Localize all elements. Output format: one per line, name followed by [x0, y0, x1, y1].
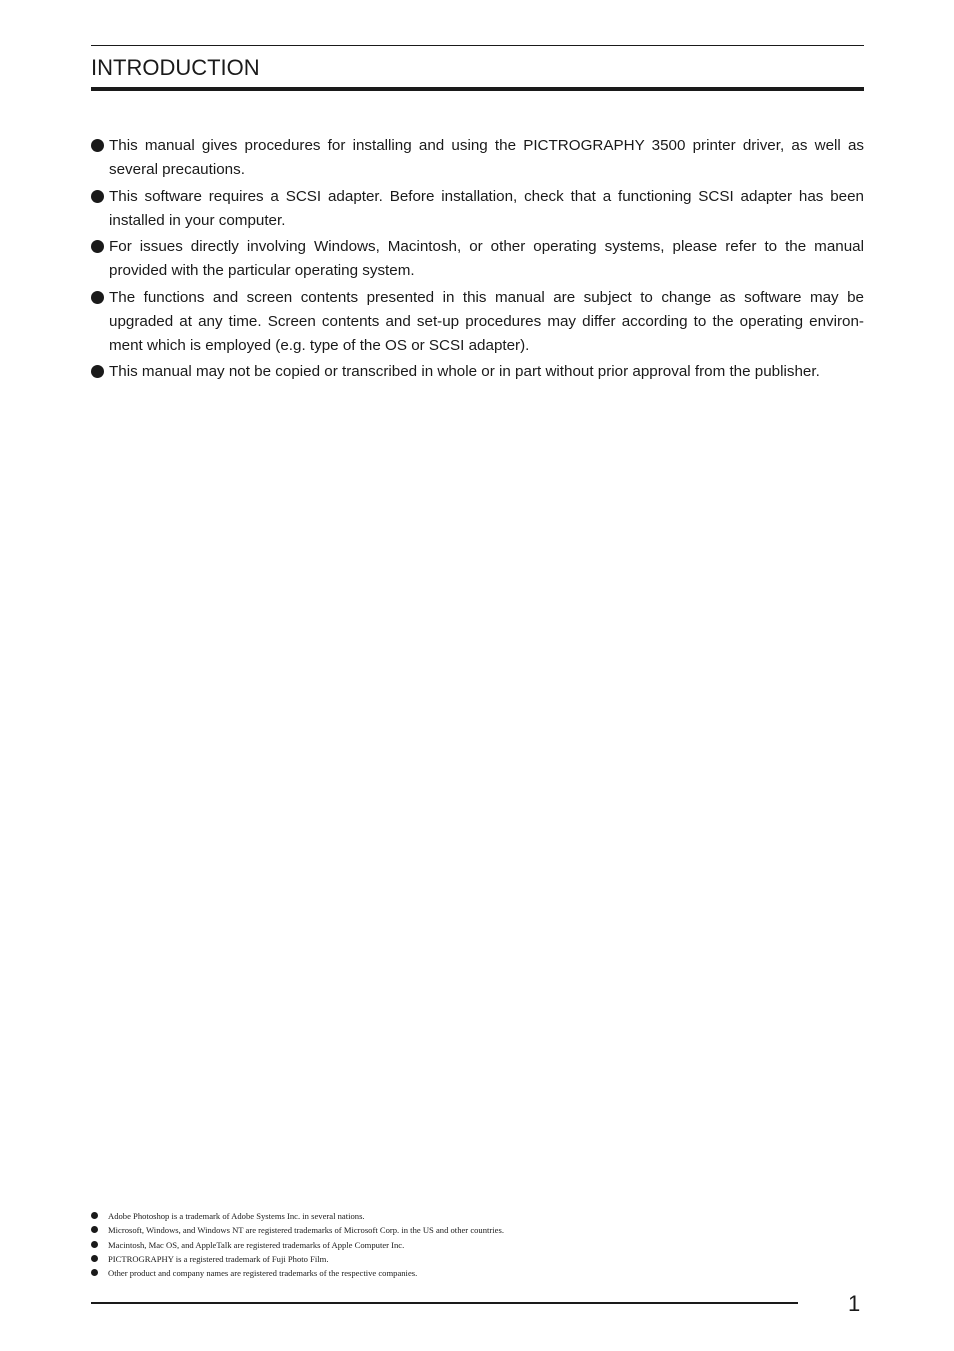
trademark-text: Microsoft, Windows, and Windows NT are registered trademarks of Microsoft Corp. in the US and other countries. [108, 1225, 504, 1236]
list-item [91, 1266, 791, 1280]
bullet-icon [91, 1226, 98, 1233]
bullet-icon [91, 1269, 98, 1276]
bullet-icon [91, 1212, 98, 1219]
header-bottom-rule [91, 87, 864, 91]
list-item [91, 1252, 791, 1266]
intro-text: This manual may not be copied or transcribed in whole or in part without prior approval from the publisher. [109, 363, 820, 380]
bullet-icon [91, 190, 104, 203]
bullet-icon [91, 365, 104, 378]
bullet-icon [91, 139, 104, 152]
bullet-icon [91, 1241, 98, 1248]
list-item [91, 134, 864, 182]
list-item [91, 286, 864, 358]
page-number: 1 [848, 1291, 861, 1316]
trademark-text: Other product and company names are registered trademarks of the respective companies. [108, 1268, 418, 1279]
bullet-icon [91, 291, 104, 304]
section-title: INTRODUCTION [91, 55, 260, 80]
trademark-notices [91, 1209, 791, 1280]
trademark-text: Adobe Photoshop is a trademark of Adobe Systems Inc. in several nations. [108, 1211, 365, 1221]
intro-list [91, 134, 864, 387]
bullet-icon [91, 240, 104, 253]
intro-text: The functions and screen contents presented in this manual are subject to change as software may be upgraded at any time. Screen contents and set-up procedures may differ according to the operating environ-ment which is employed (e.g. type of the OS or SCSI adapter). [109, 288, 864, 354]
list-item [91, 1238, 791, 1252]
trademark-text: Macintosh, Mac OS, and AppleTalk are registered trademarks of Apple Computer Inc. [108, 1239, 405, 1250]
list-item [91, 185, 864, 233]
footer-rule [91, 1302, 798, 1304]
list-item [91, 1223, 791, 1237]
intro-text: This manual gives procedures for installing and using the PICTROGRAPHY 3500 printer driver, as well as several precautions. [109, 137, 864, 178]
list-item [91, 235, 864, 283]
trademark-text: PICTROGRAPHY is a registered trademark of Fuji Photo Film. [108, 1253, 329, 1264]
intro-text: This software requires a SCSI adapter. Before installation, check that a functioning SCSI adapter has been installed in your computer. [109, 187, 864, 229]
bullet-icon [91, 1255, 98, 1262]
header-top-rule [91, 45, 864, 46]
list-item [91, 360, 864, 384]
intro-text: For issues directly involving Windows, Macintosh, or other operating systems, please refer to the manual provided with the particular operating system. [109, 238, 864, 279]
list-item [91, 1209, 791, 1223]
